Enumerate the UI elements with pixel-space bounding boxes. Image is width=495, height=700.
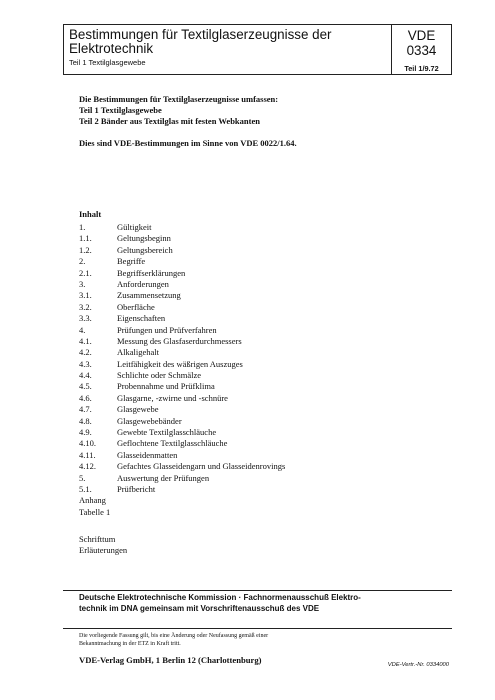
toc-text: Glasgarne, -zwirne und -schnüre [117, 392, 228, 403]
toc-text: Probennahme und Prüfklima [117, 381, 215, 392]
toc-number: 4.8. [79, 415, 92, 426]
toc-text: Schlichte oder Schmälze [117, 370, 202, 381]
toc-text: Gewebte Textilglasschläuche [117, 427, 217, 438]
toc-number: 2.1. [79, 267, 92, 278]
toc-number: 3. [79, 278, 86, 289]
toc-text: Anforderungen [117, 278, 169, 289]
toc-text: Glasgewebe [117, 404, 159, 415]
vde-statement: Dies sind VDE-Bestimmungen im Sinne von VDE 0022/1.64. [79, 138, 297, 148]
toc-text: Oberfläche [117, 301, 155, 312]
toc-number: 4.10. [79, 438, 96, 449]
standard-code: VDE 0334 [406, 28, 437, 58]
toc-number: 1. [79, 222, 86, 232]
toc-text: Tabelle 1 [79, 506, 111, 517]
toc-text: Zusammensetzung [117, 290, 181, 301]
footer-rule [63, 590, 452, 591]
toc-number: 4.3. [79, 358, 92, 369]
toc-text: Geltungsbereich [117, 244, 173, 255]
toc-number: 4.6. [79, 392, 92, 403]
toc-entry-schrifttum: Schrifttum [79, 534, 116, 544]
toc-text: Glasgewebebänder [117, 415, 182, 426]
toc-text: Prüfbericht [117, 483, 156, 494]
document-title: Bestimmungen für Textilglaserzeugnisse der Elektrotechnik [69, 27, 332, 56]
toc-number: 4.2. [79, 347, 92, 358]
validity-note [79, 633, 268, 648]
toc-text: Auswertung der Prüfungen [117, 472, 210, 483]
toc-number: 4.1. [79, 335, 92, 346]
toc-text: Alkaligehalt [117, 347, 160, 358]
intro-line: Die Bestimmungen für Textilglaserzeugnisse umfassen: [79, 94, 279, 104]
toc-text: Glasseidenmatten [117, 449, 178, 460]
toc-appendix [79, 534, 127, 557]
toc-number: 1.1. [79, 233, 92, 244]
commission-line: Deutsche Elektrotechnische Kommission · Fachnormenausschuß Elektro- [79, 593, 361, 602]
document-number: VDE-Vertr.-Nr. 0334000 [387, 662, 449, 668]
document-subtitle: Teil 1 Textilglasgewebe [69, 58, 146, 68]
toc-number: 5. [79, 472, 86, 483]
toc-text: Gültigkeit [117, 222, 152, 232]
toc-number: 3.2. [79, 301, 92, 312]
header-box [63, 24, 452, 75]
publisher-line: VDE-Verlag GmbH, 1 Berlin 12 (Charlottenburg) [79, 655, 262, 665]
toc-number: 3.3. [79, 313, 92, 324]
note-line: Die vorliegende Fassung gilt, bis eine Änderung oder Neufassung gemäß einer [79, 633, 269, 639]
commission-line: technik im DNA gemeinsam mit Vorschriftenausschuß des VDE [79, 603, 320, 613]
intro-block [79, 94, 278, 126]
toc-number: 4.11. [79, 449, 96, 460]
toc-number: 5.1. [79, 483, 92, 494]
toc-number: 2. [79, 256, 86, 267]
toc-number: 1.2. [79, 244, 92, 255]
toc-text: Leitfähigkeit des wäßrigen Auszuges [117, 358, 243, 369]
toc-text: Begriffe [117, 256, 146, 267]
footer-rule [63, 628, 452, 629]
toc-text: Geflochtene Textilglasschläuche [117, 438, 228, 449]
intro-line: Teil 2 Bänder aus Textilglas mit festen Webkanten [79, 115, 260, 126]
toc-text: Prüfungen und Prüfverfahren [117, 324, 217, 335]
toc-number: 4.5. [79, 381, 92, 392]
toc-text: Geltungsbeginn [117, 233, 171, 244]
note-line: Bekanntmachung in der ETZ in Kraft tritt. [79, 640, 181, 647]
commission-block [79, 593, 361, 614]
part-date: Teil 1/9.72 [404, 64, 439, 73]
toc-number: 4.4. [79, 370, 92, 381]
header-code-cell [392, 25, 451, 74]
intro-line: Teil 1 Textilglasgewebe [79, 104, 162, 115]
toc-number: 4. [79, 324, 86, 335]
toc-number: 4.7. [79, 404, 92, 415]
header-title-cell [64, 25, 392, 74]
toc-number: 4.12. [79, 461, 96, 472]
toc-number: 4.9. [79, 427, 92, 438]
toc-text: Eigenschaften [117, 313, 166, 324]
toc-heading: Inhalt [79, 209, 102, 219]
toc-text: Messung des Glasfaserdurchmessers [117, 335, 242, 346]
toc-text: Anhang [79, 495, 106, 506]
toc-entry-erlaeuterungen: Erläuterungen [79, 545, 128, 556]
toc-text: Gefachtes Glasseidengarn und Glasseidenrovings [117, 461, 286, 472]
toc-number: 3.1. [79, 290, 92, 301]
toc-text: Begriffserklärungen [117, 267, 186, 278]
